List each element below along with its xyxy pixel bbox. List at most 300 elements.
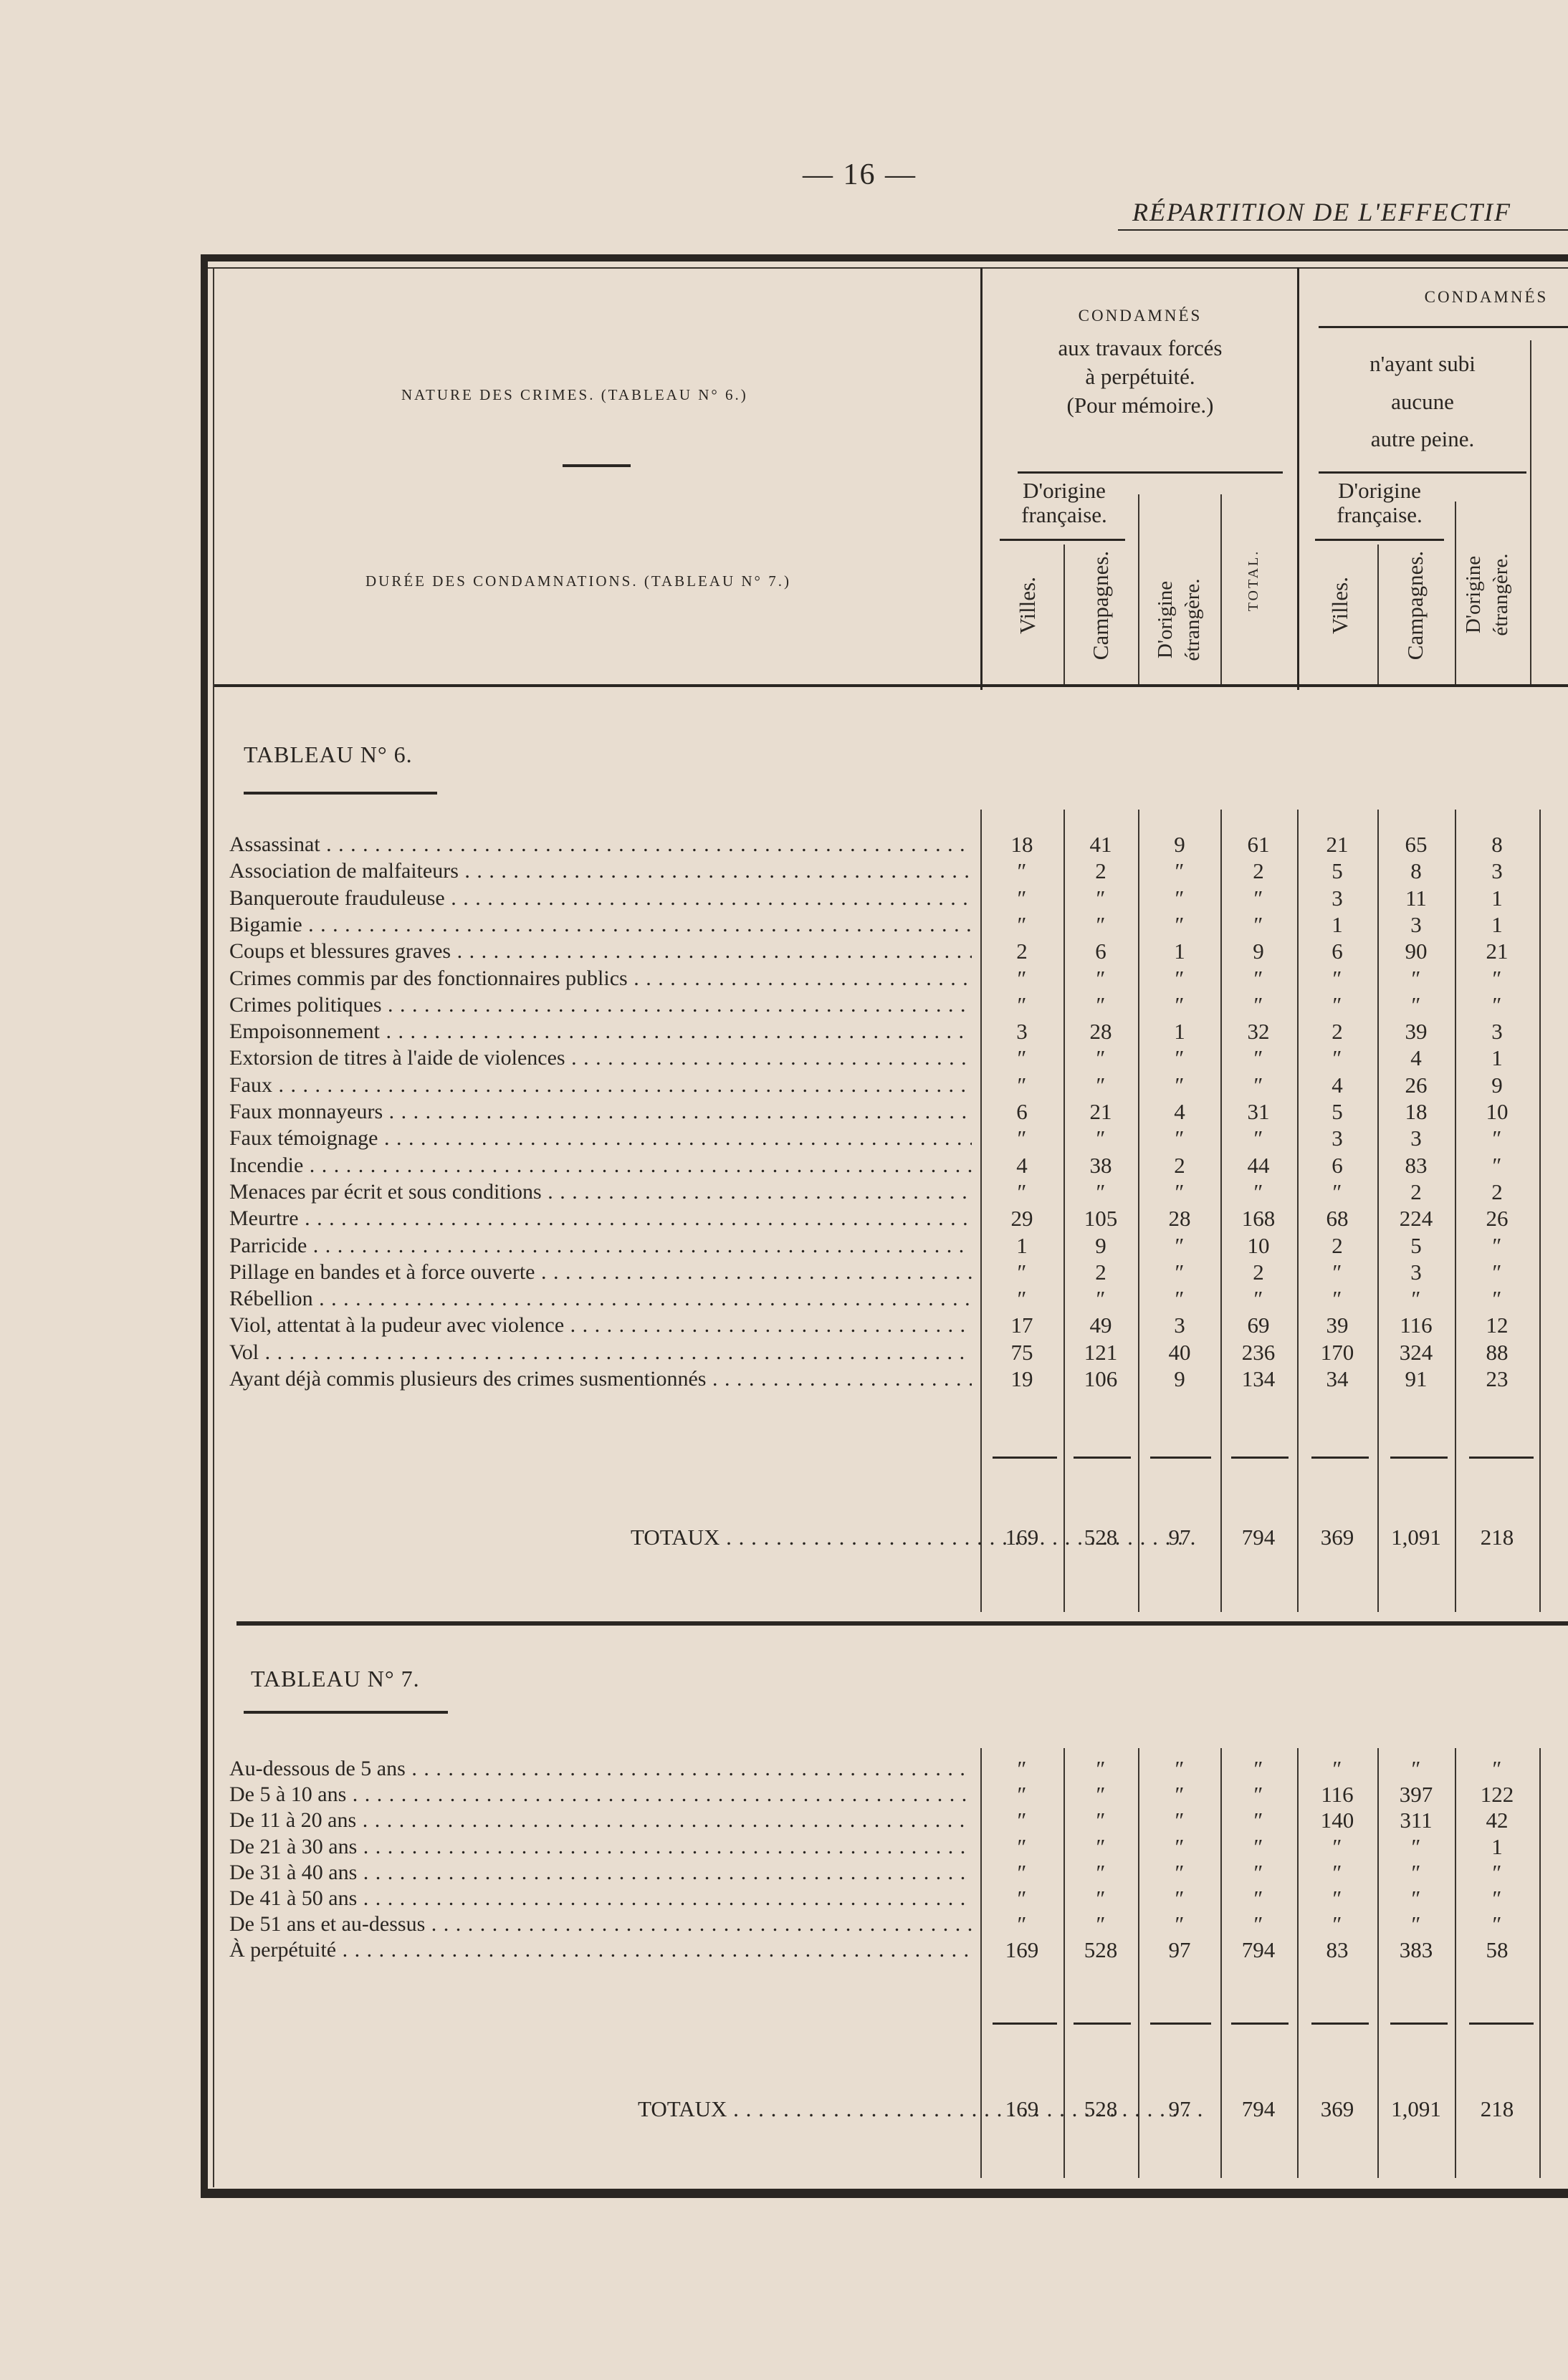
row-value: 18 xyxy=(1010,832,1033,857)
row-label: De 31 à 40 ans . . . xyxy=(229,1859,972,1886)
row-label: De 5 à 10 ans . . . xyxy=(229,1781,972,1808)
header-dash xyxy=(989,684,1057,686)
tableau6-title-rule xyxy=(244,792,437,795)
header-duree-text: DURÉE DES CONDAMNATIONS. (TABLEAU N° 7.) xyxy=(365,572,791,590)
table-row xyxy=(0,1072,1505,1098)
row-label: De 21 à 30 ans . . . xyxy=(229,1833,972,1860)
group2-title-line3: autre peine. xyxy=(1370,426,1475,451)
row-value: ″ xyxy=(1017,885,1027,911)
row-value: 21 xyxy=(1089,1099,1112,1124)
row-value: 311 xyxy=(1400,1808,1433,1833)
row-value: 23 xyxy=(1486,1366,1509,1391)
row-value: 134 xyxy=(1241,1366,1276,1391)
row-value: 6 xyxy=(1095,939,1106,964)
row-value: ″ xyxy=(1253,1886,1263,1911)
row-label: Crimes politiques . . . xyxy=(229,992,972,1018)
total-value: 794 xyxy=(1241,2096,1276,2121)
total-value: 794 xyxy=(1241,1525,1276,1550)
row-value: ″ xyxy=(1411,1859,1421,1885)
t7-dash-2 xyxy=(1074,2022,1131,2025)
col-header-etrangere-2: D'origine étrangère. xyxy=(1462,553,1512,636)
row-value: ″ xyxy=(1411,1911,1421,1937)
row-value: 6 xyxy=(1016,1099,1028,1124)
row-value: ″ xyxy=(1253,1782,1263,1808)
row-value: ″ xyxy=(1253,1859,1263,1885)
row-value: ″ xyxy=(1332,965,1342,991)
row-value: 8 xyxy=(1491,832,1503,857)
row-value: 68 xyxy=(1326,1206,1349,1232)
t7-dash-7 xyxy=(1469,2022,1534,2025)
row-value: 5 xyxy=(1332,858,1343,884)
row-value: 11 xyxy=(1405,885,1427,911)
group1-title-top: CONDAMNÉS xyxy=(1078,307,1203,325)
row-value: 4 xyxy=(1410,1045,1422,1071)
row-value: 4 xyxy=(1332,1072,1343,1098)
total-value: 169 xyxy=(1005,2096,1039,2121)
row-value: 9 xyxy=(1174,832,1185,857)
row-value: 34 xyxy=(1326,1366,1349,1391)
table-row xyxy=(0,992,1505,1018)
tableau7-title: TABLEAU N° 7. xyxy=(251,1666,420,1692)
table-row xyxy=(0,1045,1505,1071)
row-value: ″ xyxy=(1411,1286,1421,1312)
row-value: 39 xyxy=(1405,1019,1428,1045)
table-row xyxy=(0,1755,1505,1782)
col-header-etrangere-1: D'origine étrangère. xyxy=(1154,578,1204,661)
row-value: ″ xyxy=(1492,992,1502,1017)
running-head-rule xyxy=(1118,229,1568,231)
row-value: 1 xyxy=(1491,911,1503,937)
row-value: 91 xyxy=(1405,1366,1428,1391)
row-value: ″ xyxy=(1253,1808,1263,1833)
row-label: Empoisonnement . . . xyxy=(229,1018,972,1045)
group2-sub: D'origine française. xyxy=(1337,478,1423,527)
row-value: ″ xyxy=(1096,1756,1106,1781)
table-row xyxy=(0,858,1505,884)
row-value: 528 xyxy=(1084,1937,1118,1963)
group2-title-line2: aucune xyxy=(1391,389,1454,414)
row-value: ″ xyxy=(1175,992,1185,1017)
row-value: 2 xyxy=(1253,858,1264,884)
row-label: De 41 à 50 ans . . . xyxy=(229,1885,972,1911)
row-value: 224 xyxy=(1399,1206,1433,1232)
row-value: 1 xyxy=(1491,1833,1503,1859)
page-number: — 16 — xyxy=(803,158,917,191)
col-line-2 xyxy=(1138,494,1139,684)
row-value: 4 xyxy=(1016,1152,1028,1178)
row-value: 5 xyxy=(1410,1232,1422,1258)
row-value: ″ xyxy=(1253,1833,1263,1859)
tableau6-totals-label: TOTAUX . . . xyxy=(631,1524,1204,1550)
row-value: 21 xyxy=(1486,939,1509,964)
t6-dash-7 xyxy=(1469,1457,1534,1459)
col-header-villes-1: Villes. xyxy=(1015,577,1040,634)
row-value: 26 xyxy=(1405,1072,1428,1098)
row-label: De 51 ans et au-dessus . . . xyxy=(229,1911,972,1937)
row-value: 10 xyxy=(1247,1232,1270,1258)
row-label: À perpétuité . . . xyxy=(229,1937,972,1963)
row-value: 2 xyxy=(1332,1019,1343,1045)
total-value: 218 xyxy=(1480,1525,1514,1550)
row-value: ″ xyxy=(1175,1833,1185,1859)
header-nature-text: NATURE DES CRIMES. (TABLEAU N° 6.) xyxy=(401,386,748,403)
header-divider-dash xyxy=(563,464,631,467)
row-value: 4 xyxy=(1174,1099,1185,1124)
tableau6-title: TABLEAU N° 6. xyxy=(244,742,413,767)
t7-dash-1 xyxy=(993,2022,1057,2025)
row-value: ″ xyxy=(1096,965,1106,991)
row-value: 83 xyxy=(1405,1152,1428,1178)
row-value: ″ xyxy=(1253,965,1263,991)
row-value: ″ xyxy=(1253,1126,1263,1151)
row-value: ″ xyxy=(1492,1152,1502,1178)
header-bottom-rule xyxy=(214,684,1568,687)
group1-title-line2: à perpétuité. xyxy=(1085,364,1195,389)
total-value: 369 xyxy=(1320,2096,1354,2121)
row-value: 38 xyxy=(1089,1152,1112,1178)
table-row xyxy=(0,1885,1505,1911)
row-value: 2 xyxy=(1253,1259,1264,1285)
row-value: ″ xyxy=(1175,1782,1185,1808)
row-value: ″ xyxy=(1492,1286,1502,1312)
row-value: ″ xyxy=(1492,1859,1502,1885)
total-value: 218 xyxy=(1480,2096,1514,2121)
row-value: ″ xyxy=(1017,1045,1027,1071)
row-value: 3 xyxy=(1491,858,1503,884)
row-value: ″ xyxy=(1175,1072,1185,1098)
row-value: ″ xyxy=(1492,1756,1502,1781)
row-value: 3 xyxy=(1410,911,1422,937)
row-value: ″ xyxy=(1332,1859,1342,1885)
row-value: 3 xyxy=(1016,1019,1028,1045)
row-value: 3 xyxy=(1410,1259,1422,1285)
row-value: ″ xyxy=(1332,992,1342,1017)
row-value: 169 xyxy=(1005,1937,1039,1963)
row-value: 116 xyxy=(1400,1313,1433,1338)
row-value: 31 xyxy=(1247,1099,1270,1124)
total-value: 97 xyxy=(1168,2096,1191,2121)
row-value: ″ xyxy=(1332,1259,1342,1285)
row-value: 61 xyxy=(1247,832,1270,857)
row-value: ″ xyxy=(1175,1286,1185,1312)
row-value: ″ xyxy=(1175,1911,1185,1937)
row-value: ″ xyxy=(1492,965,1502,991)
group2-title-rule xyxy=(1319,326,1568,328)
row-value: ″ xyxy=(1175,1886,1185,1911)
row-value: 88 xyxy=(1486,1339,1509,1365)
row-value: ″ xyxy=(1096,1886,1106,1911)
row-value: ″ xyxy=(1332,1756,1342,1781)
row-value: ″ xyxy=(1175,1859,1185,1885)
table-row xyxy=(0,1205,1509,1232)
row-value: ″ xyxy=(1411,1756,1421,1781)
table-row xyxy=(0,911,1505,938)
row-value: 2 xyxy=(1174,1152,1185,1178)
row-value: 32 xyxy=(1247,1019,1270,1045)
row-value: ″ xyxy=(1096,1859,1106,1885)
header-divider-mid xyxy=(1297,267,1299,690)
table-row xyxy=(0,1859,1505,1886)
row-value: ″ xyxy=(1411,1886,1421,1911)
row-value: ″ xyxy=(1017,1259,1027,1285)
row-label: Banqueroute frauduleuse . . . xyxy=(229,885,972,911)
row-value: ″ xyxy=(1175,1045,1185,1071)
table-row xyxy=(0,1285,1505,1312)
t7-dash-3 xyxy=(1150,2022,1211,2025)
row-value: 3 xyxy=(1491,1019,1503,1045)
row-value: ″ xyxy=(1175,858,1185,884)
body-col-line-7 xyxy=(1539,810,1541,1612)
row-value: ″ xyxy=(1411,992,1421,1017)
row-value: ″ xyxy=(1017,1286,1027,1312)
row-value: 3 xyxy=(1332,885,1343,911)
row-value: 236 xyxy=(1241,1339,1276,1365)
row-value: ″ xyxy=(1017,1911,1027,1937)
row-value: 42 xyxy=(1486,1808,1509,1833)
row-value: ″ xyxy=(1253,1072,1263,1098)
row-value: ″ xyxy=(1253,911,1263,937)
t6-dash-2 xyxy=(1074,1457,1131,1459)
running-head: RÉPARTITION DE L'EFFECTIF xyxy=(1132,198,1512,226)
total-value: 1,091 xyxy=(1391,1525,1441,1550)
total-value: 528 xyxy=(1084,2096,1118,2121)
row-value: 28 xyxy=(1089,1019,1112,1045)
row-value: 3 xyxy=(1174,1313,1185,1338)
row-value: ″ xyxy=(1017,911,1027,937)
table-row xyxy=(0,1098,1509,1125)
table-row xyxy=(0,1807,1509,1833)
group1-brace-rule xyxy=(1018,471,1283,474)
row-value: 3 xyxy=(1410,1126,1422,1151)
row-value: ″ xyxy=(1175,965,1185,991)
row-value: ″ xyxy=(1017,1072,1027,1098)
row-label: Crimes commis par des fonctionnaires publics . . . xyxy=(229,965,972,992)
row-value: 44 xyxy=(1247,1152,1270,1178)
row-value: ″ xyxy=(1253,1045,1263,1071)
row-value: ″ xyxy=(1096,1072,1106,1098)
row-value: ″ xyxy=(1017,1859,1027,1885)
row-value: ″ xyxy=(1253,1756,1263,1781)
table-row xyxy=(0,1125,1505,1151)
row-label: Menaces par écrit et sous conditions . . . xyxy=(229,1179,972,1205)
row-label: Rébellion . . . xyxy=(229,1285,972,1312)
group2-title-top: CONDAMNÉS xyxy=(1424,288,1549,306)
row-label: Faux témoignage . . . xyxy=(229,1125,972,1151)
row-value: 2 xyxy=(1095,858,1106,884)
row-value: 116 xyxy=(1321,1782,1354,1808)
row-label: Meurtre . . . xyxy=(229,1205,972,1232)
t6-dash-6 xyxy=(1390,1457,1448,1459)
row-label: Bigamie . . . xyxy=(229,911,972,938)
col-header-villes-2: Villes. xyxy=(1327,577,1352,634)
row-value: 9 xyxy=(1095,1232,1106,1258)
row-label: Extorsion de titres à l'aide de violences . . . xyxy=(229,1045,972,1071)
row-value: ″ xyxy=(1492,1911,1502,1937)
table-row xyxy=(0,1833,1505,1860)
row-value: ″ xyxy=(1096,1833,1106,1859)
row-value: ″ xyxy=(1096,1179,1106,1204)
row-label: Vol . . . xyxy=(229,1339,972,1366)
header-divider-left xyxy=(980,267,983,690)
group2-title-line1: n'ayant subi xyxy=(1369,351,1476,376)
row-value: 29 xyxy=(1010,1206,1033,1232)
table-row xyxy=(0,1018,1505,1045)
row-value: 8 xyxy=(1410,858,1422,884)
row-value: 105 xyxy=(1084,1206,1118,1232)
row-value: 75 xyxy=(1010,1339,1033,1365)
row-label: Ayant déjà commis plusieurs des crimes susmentionnés . . . xyxy=(229,1366,972,1392)
table-row xyxy=(0,1259,1505,1285)
t6-dash-4 xyxy=(1231,1457,1289,1459)
row-value: 10 xyxy=(1486,1099,1509,1124)
row-value: ″ xyxy=(1175,911,1185,937)
row-value: ″ xyxy=(1332,1179,1342,1204)
row-value: 69 xyxy=(1247,1313,1270,1338)
row-label: Pillage en bandes et à force ouverte . . . xyxy=(229,1259,972,1285)
col-header-total: TOTAL. xyxy=(1246,549,1261,612)
group2-brace-rule xyxy=(1319,471,1526,474)
row-value: 121 xyxy=(1084,1339,1118,1365)
header-nature xyxy=(401,380,748,406)
row-value: ″ xyxy=(1492,1259,1502,1285)
row-value: 3 xyxy=(1332,1126,1343,1151)
row-value: ″ xyxy=(1017,1179,1027,1204)
row-value: ″ xyxy=(1492,1126,1502,1151)
total-value: 528 xyxy=(1084,1525,1118,1550)
row-value: ″ xyxy=(1253,1286,1263,1312)
row-value: 2 xyxy=(1016,939,1028,964)
row-label: Faux . . . xyxy=(229,1072,972,1098)
row-label: Faux monnayeurs . . . xyxy=(229,1098,972,1125)
group1-title-line3: (Pour mémoire.) xyxy=(1066,393,1214,418)
row-value: 1 xyxy=(1491,885,1503,911)
row-value: 90 xyxy=(1405,939,1428,964)
t6-dash-5 xyxy=(1311,1457,1369,1459)
row-value: 168 xyxy=(1241,1206,1276,1232)
row-value: 39 xyxy=(1326,1313,1349,1338)
table-row xyxy=(0,965,1505,992)
row-value: 2 xyxy=(1095,1259,1106,1285)
row-value: ″ xyxy=(1332,1886,1342,1911)
row-value: ″ xyxy=(1017,1126,1027,1151)
row-value: ″ xyxy=(1017,992,1027,1017)
row-value: 1 xyxy=(1491,1045,1503,1071)
row-value: 12 xyxy=(1486,1313,1509,1338)
row-value: ″ xyxy=(1096,992,1106,1017)
row-value: ″ xyxy=(1017,1756,1027,1781)
row-value: ″ xyxy=(1096,1808,1106,1833)
row-value: ″ xyxy=(1096,885,1106,911)
t6-dash-3 xyxy=(1150,1457,1211,1459)
row-label: Incendie . . . xyxy=(229,1152,972,1179)
table-row xyxy=(0,1312,1509,1338)
row-label: Assassinat . . . xyxy=(229,831,972,858)
col-line-5 xyxy=(1377,544,1379,684)
row-value: 122 xyxy=(1480,1782,1514,1808)
row-value: ″ xyxy=(1175,885,1185,911)
row-label: De 11 à 20 ans . . . xyxy=(229,1807,972,1833)
table-row xyxy=(0,1179,1505,1205)
row-value: ″ xyxy=(1175,1126,1185,1151)
row-value: 97 xyxy=(1168,1937,1191,1963)
table-row xyxy=(0,1781,1514,1808)
row-value: ″ xyxy=(1175,1808,1185,1833)
row-value: 140 xyxy=(1320,1808,1354,1833)
col-line-3 xyxy=(1220,494,1222,684)
col-header-campagnes-1: Campagnes. xyxy=(1088,550,1113,661)
row-value: 324 xyxy=(1399,1339,1433,1365)
row-value: 49 xyxy=(1089,1313,1112,1338)
row-value: ″ xyxy=(1175,1179,1185,1204)
row-value: ″ xyxy=(1096,1126,1106,1151)
table-row xyxy=(0,831,1505,858)
row-value: 40 xyxy=(1168,1339,1191,1365)
row-value: ″ xyxy=(1411,965,1421,991)
row-value: 794 xyxy=(1241,1937,1276,1963)
row-value: ″ xyxy=(1017,1886,1027,1911)
t7-dash-4 xyxy=(1231,2022,1289,2025)
row-value: 170 xyxy=(1320,1339,1354,1365)
row-value: 1 xyxy=(1332,911,1343,937)
row-value: 1 xyxy=(1174,939,1185,964)
row-value: ″ xyxy=(1332,1045,1342,1071)
row-value: ″ xyxy=(1175,1259,1185,1285)
total-value: 97 xyxy=(1168,1525,1191,1550)
row-value: ″ xyxy=(1096,1286,1106,1312)
row-value: ″ xyxy=(1175,1232,1185,1258)
row-value: 1 xyxy=(1174,1019,1185,1045)
row-value: 1 xyxy=(1016,1232,1028,1258)
row-value: ″ xyxy=(1096,1782,1106,1808)
row-value: 9 xyxy=(1253,939,1264,964)
row-value: 9 xyxy=(1174,1366,1185,1391)
row-value: 2 xyxy=(1491,1179,1503,1204)
row-value: 5 xyxy=(1332,1099,1343,1124)
table-row xyxy=(0,1152,1505,1179)
row-value: 58 xyxy=(1486,1937,1509,1963)
row-value: ″ xyxy=(1096,911,1106,937)
row-value: 26 xyxy=(1486,1206,1509,1232)
table-row xyxy=(0,938,1509,964)
table-top-inner-rule xyxy=(208,267,1568,269)
row-value: 383 xyxy=(1399,1937,1433,1963)
row-value: ″ xyxy=(1017,1833,1027,1859)
row-value: ″ xyxy=(1332,1286,1342,1312)
row-value: 397 xyxy=(1399,1782,1433,1808)
row-value: ″ xyxy=(1253,1179,1263,1204)
row-value: 6 xyxy=(1332,939,1343,964)
total-value: 369 xyxy=(1320,1525,1354,1550)
row-value: ″ xyxy=(1017,1808,1027,1833)
row-value: 2 xyxy=(1332,1232,1343,1258)
col-header-campagnes-2: Campagnes. xyxy=(1402,550,1428,661)
table-row xyxy=(0,1911,1505,1937)
row-label: Coups et blessures graves . . . xyxy=(229,938,972,964)
header-duree xyxy=(365,566,791,592)
table-row xyxy=(0,885,1505,911)
col-line-7 xyxy=(1530,340,1531,684)
col-line-1 xyxy=(1063,544,1065,684)
row-value: 18 xyxy=(1405,1099,1428,1124)
row-value: 65 xyxy=(1405,832,1428,857)
table-row xyxy=(0,1937,1509,1963)
row-label: Au-dessous de 5 ans . . . xyxy=(229,1755,972,1782)
row-value: ″ xyxy=(1096,1911,1106,1937)
row-value: ″ xyxy=(1332,1833,1342,1859)
group1-title-line1: aux travaux forcés xyxy=(1058,335,1223,360)
table-row xyxy=(0,1366,1509,1392)
row-value: ″ xyxy=(1096,1045,1106,1071)
